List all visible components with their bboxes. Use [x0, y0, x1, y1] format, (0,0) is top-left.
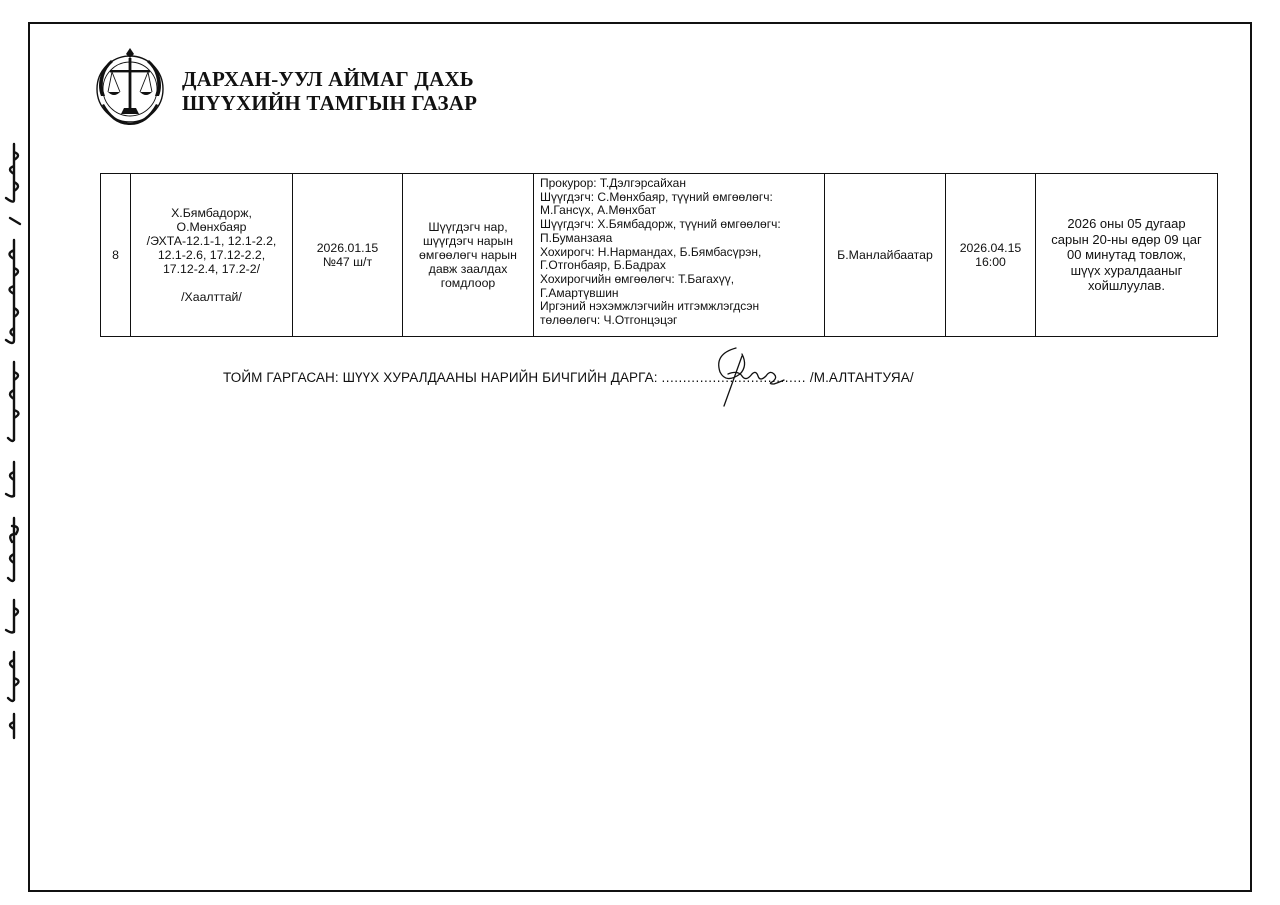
subject-line: Шүүгдэгч нар, [428, 220, 508, 234]
decision-line: шүүх хуралдааныг [1070, 262, 1183, 278]
footer-label: ТОЙМ ГАРГАСАН: ШҮҮХ ХУРАЛДААНЫ НАРИЙН БИЧГИЙН ДАРГА: [223, 370, 658, 385]
defendant-line: Х.Бямбадорж, [171, 206, 252, 220]
summary-footer [223, 370, 914, 385]
party-line: Г.Амартүвшин [540, 285, 619, 300]
party-line: Г.Отгонбаяр, Б.Бадрах [540, 258, 666, 273]
case-date: 2026.01.15 [316, 241, 379, 255]
party-line: Иргэний нэхэмжлэгчийн итгэмжлэгдсэн [540, 299, 760, 314]
border-left-bottom [28, 740, 30, 892]
party-line: Шүүгдэгч: С.Мөнхбаяр, түүний өмгөөлөгч: [540, 189, 773, 204]
subject-line: өмгөөлөгч нарын [419, 248, 517, 262]
decision-line: сарын 20-ны өдөр 09 цаг [1051, 231, 1202, 247]
court-emblem-logo [88, 44, 172, 130]
party-line: М.Гансүх, А.Мөнхбат [540, 203, 657, 218]
hearing-date: 2026.04.15 [959, 241, 1022, 255]
judge-cell: Б.Манлайбаатар [825, 174, 946, 337]
charge-line: /ЭХТА-12.1-1, 12.1-2.2, [146, 234, 277, 248]
subject-line: давж заалдах [428, 262, 508, 276]
closed-hearing-label: /Хаалттай/ [181, 290, 242, 304]
decision-cell [1036, 174, 1218, 337]
charge-line: 17.12-2.4, 17.2-2/ [162, 262, 261, 276]
subject-line: шүүгдэгч нарын [422, 234, 514, 248]
secretary-name: /М.АЛТАНТУЯА/ [809, 370, 914, 385]
decision-line: 00 минутад товлож, [1067, 247, 1186, 263]
blank-line [135, 276, 288, 290]
mongolian-script-icon [0, 140, 28, 740]
row-number: 8 [101, 174, 131, 337]
subject-line: гомдлоор [440, 276, 496, 290]
defendants-cell [131, 174, 293, 337]
hearing-table [100, 173, 1218, 337]
case-number: №47 ш/т [322, 255, 373, 269]
defendant-line: О.Мөнхбаяр [176, 220, 247, 234]
border-left-top [28, 22, 30, 140]
hearing-time: 16:00 [975, 255, 1006, 269]
page-border [28, 22, 1252, 892]
charge-line: 12.1-2.6, 17.12-2.2, [157, 248, 266, 262]
header-line-2: ШҮҮХИЙН ТАМГЫН ГАЗАР [182, 91, 478, 115]
case-ref-cell [293, 174, 403, 337]
table-row [101, 174, 1218, 337]
handwritten-signature [698, 344, 788, 410]
parties-cell [534, 174, 825, 337]
datetime-cell [946, 174, 1036, 337]
party-line: Шүүгдэгч: Х.Бямбадорж, түүний өмгөөлөгч: [540, 217, 781, 232]
party-line: төлөөлөгч: Ч.Отгонцэцэг [540, 313, 678, 328]
decision-line: 2026 оны 05 дугаар [1067, 216, 1186, 232]
party-line: Хохирогчийн өмгөөлөгч: Т.Багахүү, [540, 271, 735, 286]
party-line: Прокурор: Т.Дэлгэрсайхан [540, 176, 686, 190]
party-line: Хохирогч: Н.Нармандах, Б.Бямбасүрэн, [540, 244, 762, 259]
party-line: П.Буманзаяа [540, 230, 613, 245]
signature-dots: .................................. [661, 370, 807, 385]
decision-line: хойшлуулав. [1088, 278, 1165, 294]
subject-cell [403, 174, 534, 337]
court-name-header [182, 67, 477, 115]
header-line-1: ДАРХАН-УУЛ АЙМАГ ДАХЬ [182, 67, 474, 91]
